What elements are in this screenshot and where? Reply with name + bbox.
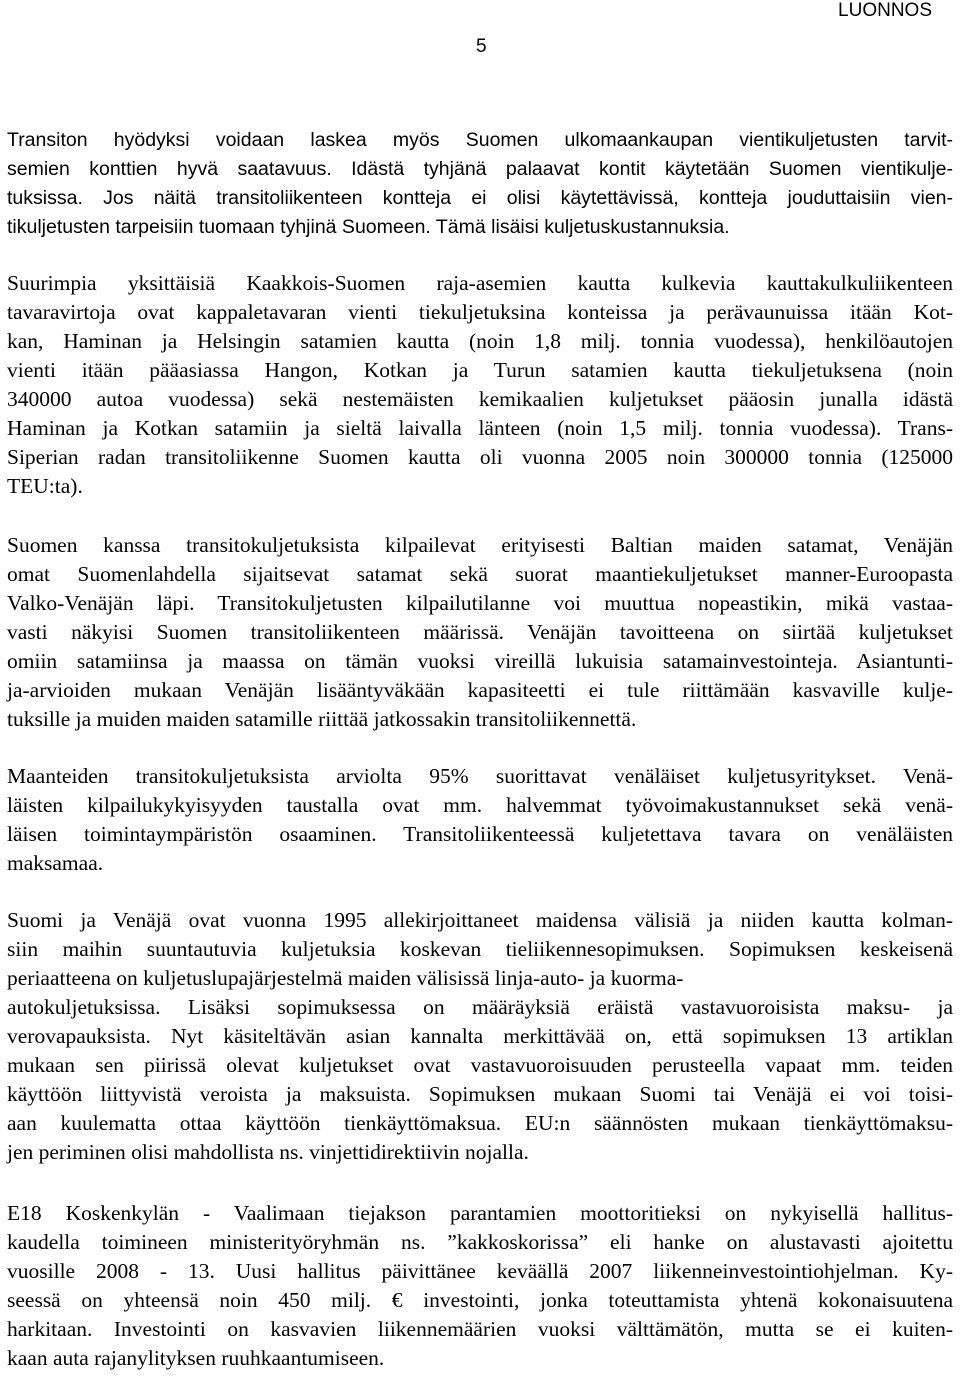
paragraph-line: kaudella toimineen ministerityöryhmän ns. ”kakkoskorissa” eli hanke on alustavasti ajoitettu	[7, 1230, 953, 1254]
paragraph-line: Maanteiden transitokuljetuksista arviolta 95% suorittavat venäläiset kuljetusyritykset. Venä-	[7, 764, 953, 788]
paragraph-line: tavaravirtoja ovat kappaletavaran vienti tiekuljetuksina konteissa ja perävaunuissa itään Kot-	[7, 300, 953, 324]
paragraph-line: 340000 autoa vuodessa) sekä nestemäisten kemikaalien kuljetukset pääosin junalla idästä	[7, 387, 953, 411]
paragraph-line: semien konttien hyvä saatavuus. Idästä tyhjänä palaavat kontit käytetään Suomen vientikulje-	[7, 158, 953, 180]
paragraph-3	[7, 531, 953, 734]
paragraph-line: kaan auta rajanylityksen ruuhkaantumiseen.	[7, 1346, 385, 1370]
paragraph-6	[7, 1199, 953, 1373]
paragraph-line: periaatteena on kuljetuslupajärjestelmä maiden välisissä linja-auto- ja kuorma-	[7, 966, 684, 990]
paragraph-line: vienti itään pääasiassa Hangon, Kotkan ja Turun satamien kautta tiekuljetuksena (noin	[7, 358, 953, 382]
draft-label: LUONNOS	[838, 0, 932, 21]
paragraph-line: Transiton hyödyksi voidaan laskea myös Suomen ulkomaankaupan vientikuljetusten tarvit-	[7, 129, 953, 151]
paragraph-line: tuksille ja muiden maiden satamille riittää jatkossakin transitoliikennettä.	[7, 707, 637, 731]
paragraph-line: Suomen kanssa transitokuljetuksista kilpailevat erityisesti Baltian maiden satamat, Venäjän	[7, 533, 953, 557]
paragraph-line: Valko-Venäjän läpi. Transitokuljetusten kilpailutilanne voi muuttua nopeastikin, mikä vastaa-	[7, 591, 953, 615]
paragraph-line: Siperian radan transitoliikenne Suomen kautta oli vuonna 2005 noin 300000 tonnia (125000	[7, 445, 953, 469]
paragraph-line: maksamaa.	[7, 851, 104, 875]
paragraph-line: käyttöön liittyvistä veroista ja maksuista. Sopimuksen mukaan Suomi tai Venäjä ei voi toisi-	[7, 1082, 953, 1106]
paragraph-line: autokuljetuksissa. Lisäksi sopimuksessa on määräyksiä eräistä vastavuoroisista maksu- ja	[7, 995, 953, 1019]
paragraph-line: omiin satamiinsa ja maassa on tämän vuoksi vireillä lukuisia satamainvestointeja. Asiantunti-	[7, 649, 953, 673]
paragraph-line: vasti näkyisi Suomen transitoliikenteen määrissä. Venäjän tavoitteena on siirtää kuljetukset	[7, 620, 953, 644]
paragraph-5	[7, 906, 953, 1167]
paragraph-1	[7, 126, 953, 242]
paragraph-line: Suomi ja Venäjä ovat vuonna 1995 allekirjoittaneet maidensa välisiä ja niiden kautta kolman-	[7, 908, 953, 932]
paragraph-line: mukaan sen piirissä olevat kuljetukset ovat vastavuoroisuuden perusteella vapaat mm. teiden	[7, 1053, 953, 1077]
paragraph-line: vuosille 2008 - 13. Uusi hallitus päivittänee keväällä 2007 liikenneinvestointiohjelman. Ky-	[7, 1259, 953, 1283]
paragraph-line: ja-arvioiden mukaan Venäjän lisääntyväkään kapasiteetti ei tule riittämään kasvaville kulje-	[7, 678, 953, 702]
paragraph-line: TEU:ta).	[7, 474, 83, 498]
paragraph-line: läisten kilpailukykyisyyden taustalla ovat mm. halvemmat työvoimakustannukset sekä venä-	[7, 793, 953, 817]
paragraph-line: seessä on yhteensä noin 450 milj. € investointi, jonka toteuttamista yhtenä kokonaisuutena	[7, 1288, 953, 1312]
paragraph-line: kan, Haminan ja Helsingin satamien kautta (noin 1,8 milj. tonnia vuodessa), henkilöautojen	[7, 329, 953, 353]
paragraph-line: siin maihin suuntautuvia kuljetuksia koskevan tieliikennesopimuksen. Sopimuksen keskeisenä	[7, 937, 953, 961]
paragraph-line: aan kuulematta ottaa käyttöön tienkäyttömaksua. EU:n säännösten mukaan tienkäyttömaksu-	[7, 1111, 953, 1135]
paragraph-line: E18 Koskenkylän - Vaalimaan tiejakson parantamien moottoritieksi on nykyisellä hallitus-	[7, 1201, 953, 1225]
paragraph-line: tikuljetusten tarpeisiin tuomaan tyhjinä Suomeen. Tämä lisäisi kuljetuskustannuksia.	[7, 216, 730, 238]
paragraph-line: jen periminen olisi mahdollista ns. vinjettidirektiivin nojalla.	[7, 1140, 529, 1164]
paragraph-4	[7, 762, 953, 878]
paragraph-line: Suurimpia yksittäisiä Kaakkois-Suomen raja-asemien kautta kulkevia kauttakulkuliikenteen	[7, 271, 953, 295]
paragraph-line: verovapauksista. Nyt käsiteltävän asian kannalta merkittävää on, että sopimuksen 13 artiklan	[7, 1024, 953, 1048]
paragraph-2	[7, 269, 953, 501]
paragraph-line: tuksissa. Jos näitä transitoliikenteen kontteja ei olisi käytettävissä, kontteja jouduttaisiin vien-	[7, 187, 953, 209]
paragraph-line: läisen toimintaympäristön osaaminen. Transitoliikenteessä kuljetettava tavara on venäläisten	[7, 822, 953, 846]
paragraph-line: Haminan ja Kotkan satamiin ja sieltä laivalla länteen (noin 1,5 milj. tonnia vuodessa). Trans-	[7, 416, 953, 440]
paragraph-line: omat Suomenlahdella sijaitsevat satamat sekä suorat maantiekuljetukset manner-Euroopasta	[7, 562, 953, 586]
page-number: 5	[476, 36, 487, 57]
paragraph-line: harkitaan. Investointi on kasvavien liikennemäärien vuoksi välttämätön, mutta se ei kuiten-	[7, 1317, 953, 1341]
